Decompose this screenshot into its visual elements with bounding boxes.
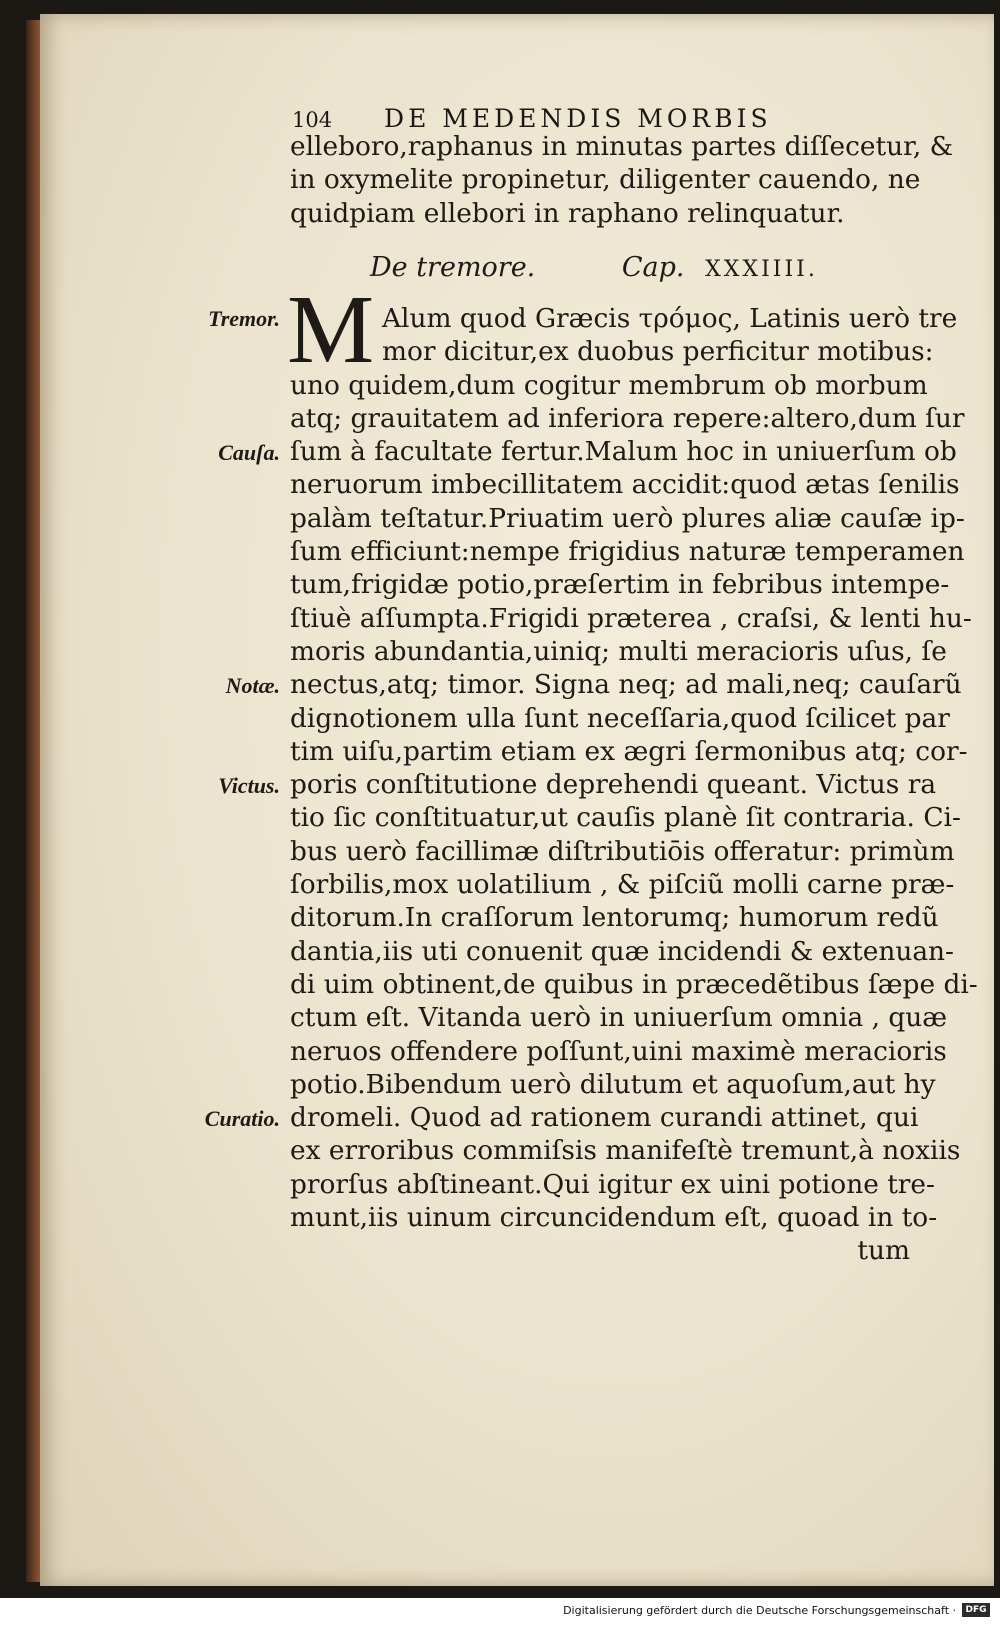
text-line: dromeli. Quod ad rationem curandi attinet, qui [290, 1102, 919, 1134]
text-line: in oxymelite propinetur, diligenter cauendo, ne [290, 164, 921, 196]
text-line: nectus,atq; timor. Signa neq; ad mali,neq; cauſarũ [290, 669, 962, 701]
text-line: tio ſic conſtituatur,ut cauſis planè ſit contraria. Ci- [290, 802, 961, 834]
text-line: uno quidem,dum cogitur membrum ob morbum [290, 369, 928, 401]
margin-note-causa: Cauſa. [218, 440, 280, 465]
text-line: tum,frigidæ potio,præſertim in febribus intempe- [290, 569, 950, 601]
footer-bar [0, 1598, 1000, 1627]
text-line: neruorum imbecillitatem accidit:quod ætas ſenilis [290, 469, 960, 501]
text-line: ſtiuè aſſumpta.Frigidi præterea , craſsi, & lenti hu- [290, 602, 972, 634]
text-line: ſorbilis,mox uolatilium , & piſciũ molli carne præ- [290, 869, 955, 901]
text-line: neruos offendere poſſunt,uini maximè meracioris [290, 1035, 947, 1067]
margin-note-curatio: Curatio. [204, 1106, 280, 1131]
text-line: poris conſtitutione deprehendi queant. Victus ra [290, 769, 937, 801]
text-line: ditorum.In craſſorum lentorumq; humorum redũ [290, 902, 939, 934]
text-line: quidpiam ellebori in raphano relinquatur. [290, 197, 845, 229]
text-line: Alum quod Græcis τρόμος, Latinis uerò tre [382, 303, 958, 334]
text-line: tim uiſu,partim etiam ex ægri ſermonibus atq; cor- [290, 735, 968, 767]
intro-text [290, 130, 954, 230]
running-header [292, 104, 862, 133]
text-line: mor dicitur,ex duobus perficitur motibus: [382, 336, 934, 368]
text-line: dignotionem ulla ſunt neceſſaria,quod ſcilicet par [290, 702, 950, 734]
page-number: 104 [292, 108, 333, 132]
text-line: dantia,iis uti conuenit quæ incidendi & extenuan- [290, 935, 954, 967]
text-line: moris abundantia,uiniq; multi meracioris uſus, ſe [290, 635, 947, 667]
running-title: DE MEDENDIS MORBIS [384, 104, 772, 133]
text-line: ex erroribus commiſsis manifeſtè tremunt,à noxiis [290, 1135, 961, 1167]
chapter-number: XXXIIII. [705, 257, 818, 282]
text-line: prorſus abſtineant.Qui igitur ex uini potione tre- [290, 1168, 935, 1200]
margin-note-tremor: Tremor. [208, 306, 280, 331]
text-line: ctum eſt. Vitanda uerò in uniuerſum omnia , quæ [290, 1002, 948, 1034]
text-line: palàm teſtatur.Priuatim uerò plures aliæ cauſæ ip- [290, 502, 965, 534]
footer-credit: Digitalisierung gefördert durch die Deutsche Forschungsgemeinschaft · [563, 1604, 956, 1617]
text-line: di uim obtinent,de quibus in præcedẽtibus ſæpe di- [290, 968, 978, 1000]
chapter-body [290, 302, 978, 1268]
catchword: tum [857, 1235, 910, 1267]
text-line: elleboro,raphanus in minutas partes diſſecetur, & [290, 131, 954, 162]
chapter-heading [370, 252, 830, 283]
chapter-title: De tremore. [370, 252, 536, 283]
text-line: ſum efficiunt:nempe frigidius naturæ temperamen [290, 536, 965, 568]
drop-cap-initial: M [287, 276, 375, 384]
text-line: bus uerò facillimæ diſtributiōis offeratur: primùm [290, 835, 955, 867]
text-line: potio.Bibendum uerò dilutum et aquoſum,aut hy [290, 1068, 936, 1100]
dfg-logo: DFG [962, 1603, 990, 1617]
margin-note-notae: Notæ. [225, 673, 280, 698]
chapter-cap-label: Cap. [621, 252, 685, 283]
text-line: ſum à facultate fertur.Malum hoc in uniuerſum ob [290, 436, 957, 468]
text-line: munt,iis uinum circuncidendum eſt, quoad in to- [290, 1202, 938, 1234]
margin-note-victus: Victus. [218, 773, 280, 798]
text-line: atq; grauitatem ad inferiora repere:altero,dum ſur [290, 402, 965, 434]
